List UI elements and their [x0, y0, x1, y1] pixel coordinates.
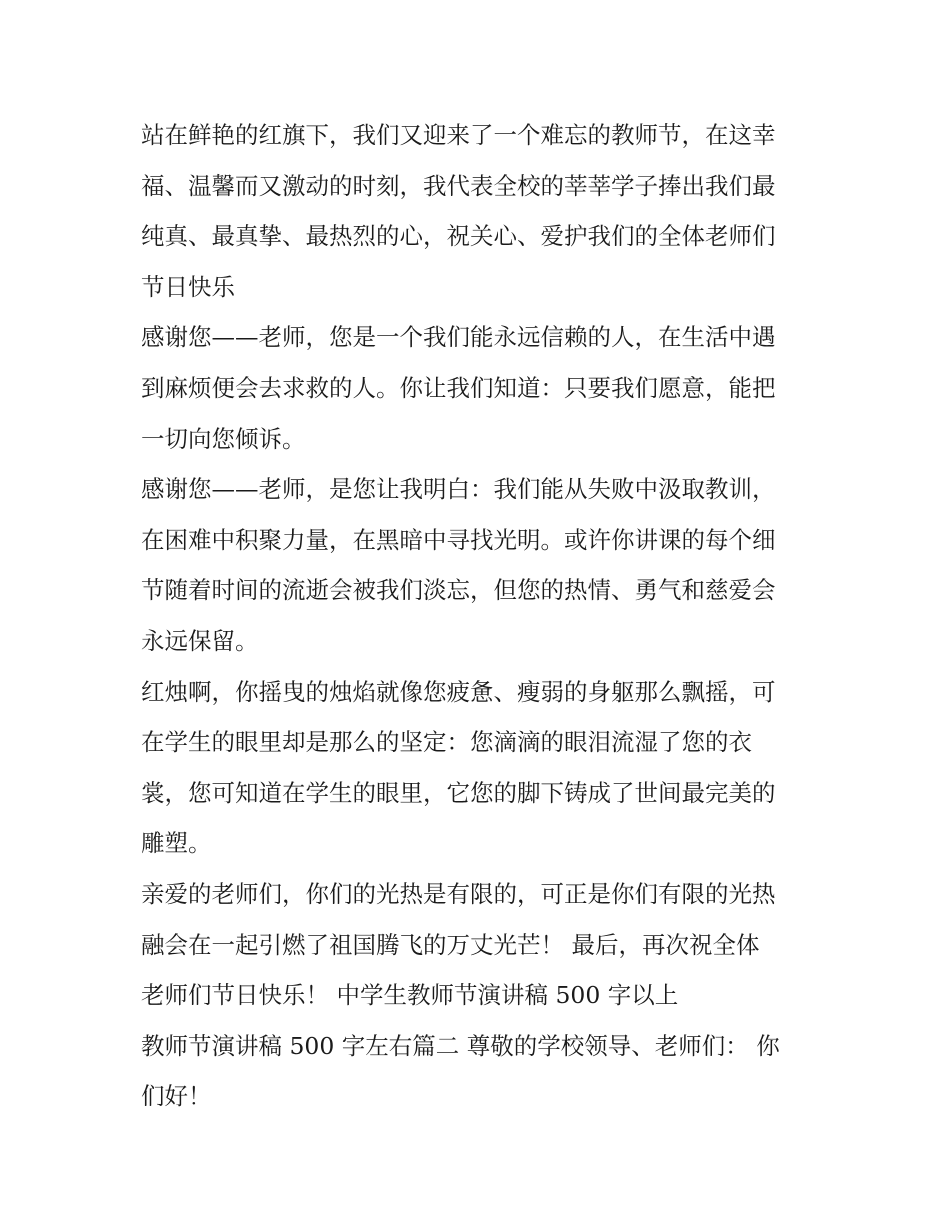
text-line: 雕塑。: [141, 829, 212, 858]
document-body: [141, 110, 813, 1122]
text-line: 亲爱的老师们，你们的光热是有限的，可正是你们有限的光热: [141, 879, 776, 908]
text-line: 老师们节日快乐！ 中学生教师节演讲稿 500 字以上: [141, 981, 679, 1010]
text-line: 感谢您——老师，是您让我明白：我们能从失败中汲取教训，: [141, 475, 776, 504]
text-line: 在困难中积聚力量，在黑暗中寻找光明。或许你讲课的每个细: [141, 525, 776, 554]
text-line: 在学生的眼里却是那么的坚定：您滴滴的眼泪流湿了您的衣: [141, 728, 752, 757]
text-line: 福、温馨而又激动的时刻，我代表全校的莘莘学子捧出我们最: [141, 171, 776, 200]
text-line: 教师节演讲稿 500 字左右篇二 尊敬的学校领导、老师们： 你: [141, 1031, 780, 1060]
text-line: 感谢您——老师，您是一个我们能永远信赖的人，在生活中遇: [141, 323, 776, 352]
text-line: 裳，您可知道在学生的眼里，它您的脚下铸成了世间最完美的: [141, 778, 776, 807]
text-line: 纯真、最真挚、最热烈的心，祝关心、爱护我们的全体老师们: [141, 222, 776, 251]
text-line: 红烛啊，你摇曳的烛焰就像您疲惫、瘦弱的身躯那么飘摇，可: [141, 677, 776, 706]
text-line: 融会在一起引燃了祖国腾飞的万丈光芒！ 最后，再次祝全体: [141, 930, 760, 959]
text-line: 永远保留。: [141, 626, 259, 655]
text-line: 站在鲜艳的红旗下，我们又迎来了一个难忘的教师节，在这幸: [141, 121, 776, 149]
text-line: 到麻烦便会去求救的人。你让我们知道：只要我们愿意，能把: [141, 373, 776, 402]
text-line: 一切向您倾诉。: [141, 424, 306, 453]
text-line: 节随着时间的流逝会被我们淡忘，但您的热情、勇气和慈爱会: [141, 576, 776, 605]
text-line: 节日快乐: [141, 272, 235, 301]
text-line: 们好！: [141, 1082, 212, 1111]
